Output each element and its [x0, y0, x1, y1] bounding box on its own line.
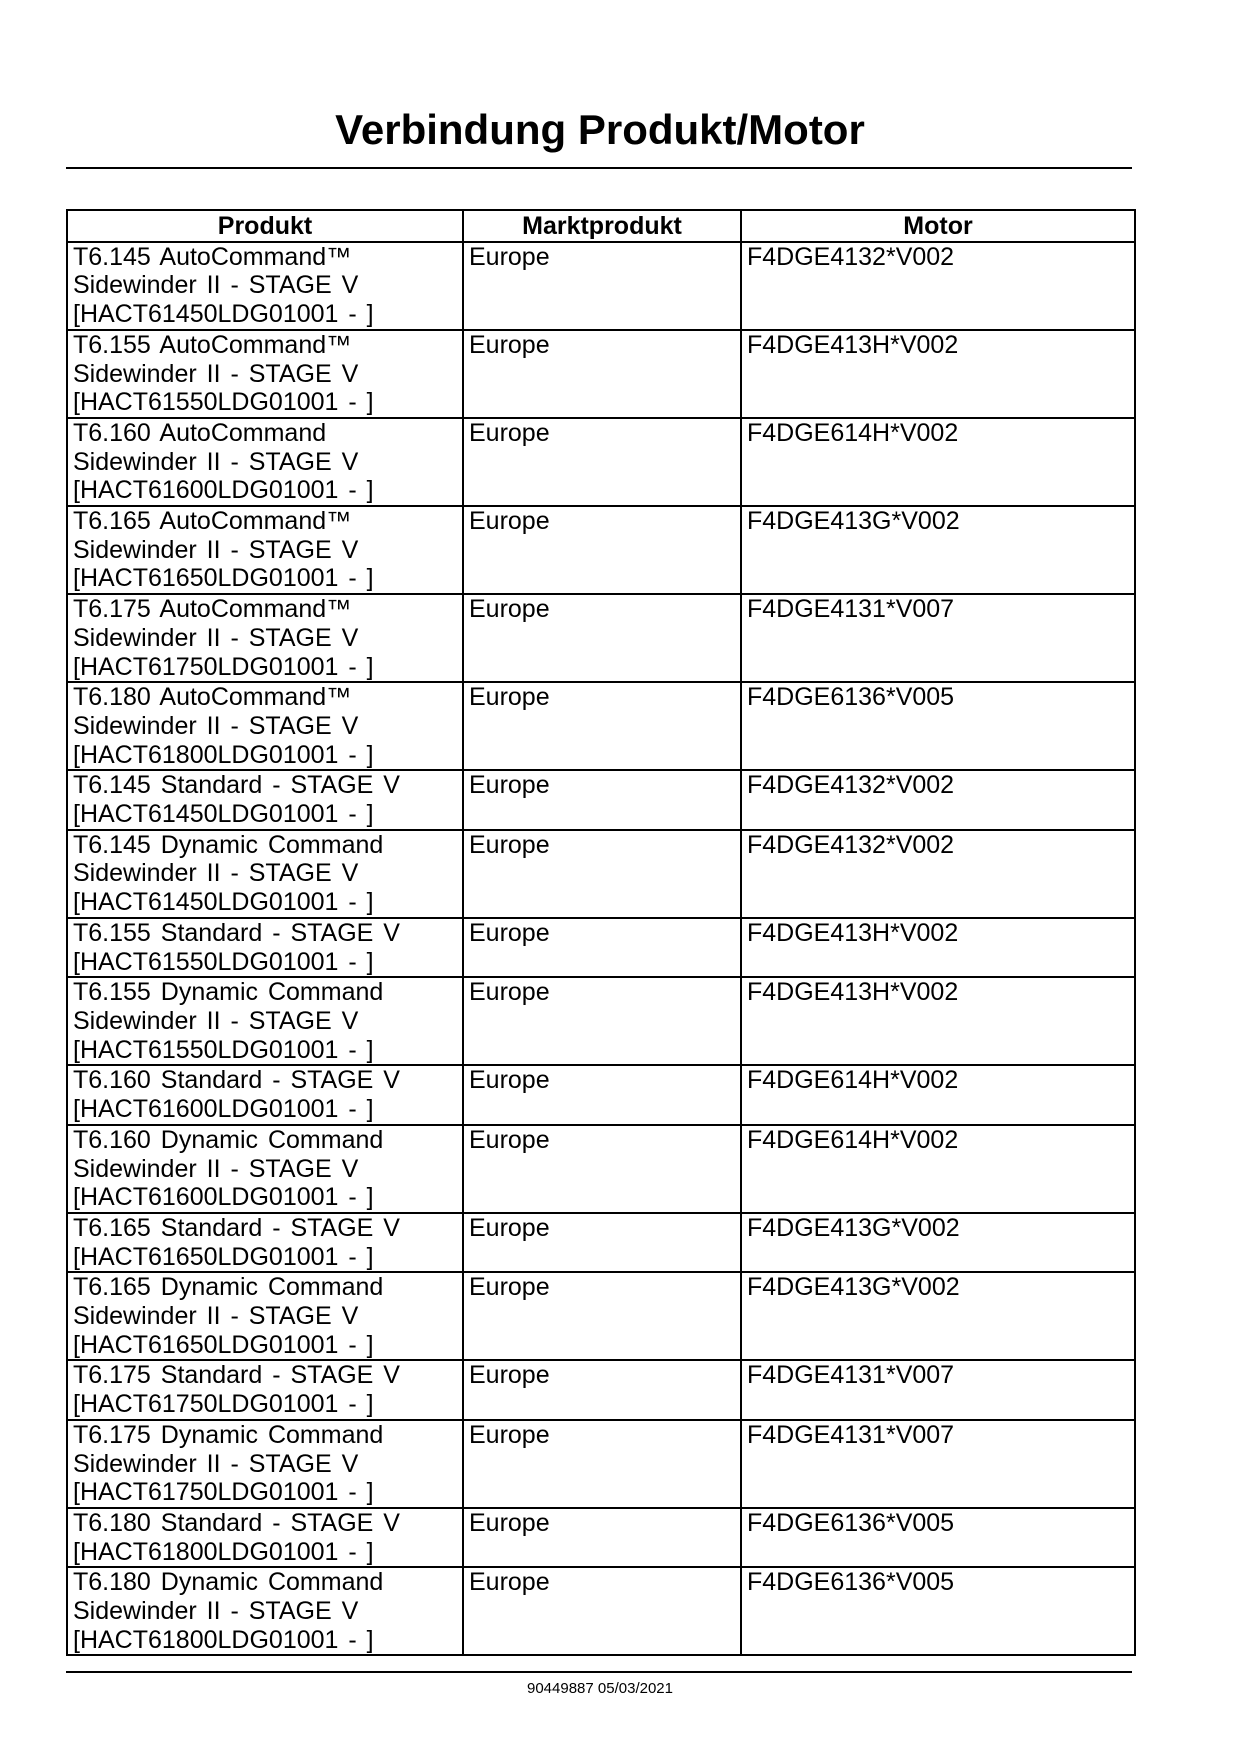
produkt-line: Sidewinder II - STAGE V [73, 1302, 359, 1331]
table-row [67, 418, 1135, 506]
produkt-cell [67, 594, 463, 682]
produkt-line: T6.160 AutoCommand [73, 418, 327, 447]
table-row [67, 977, 1135, 1065]
table-row [67, 1213, 1135, 1272]
produkt-cell [67, 242, 463, 330]
table-header-row [67, 210, 1135, 242]
table-row [67, 918, 1135, 977]
produkt-line: T6.145 AutoCommand™ [73, 242, 352, 271]
marktprodukt-cell: Europe [463, 242, 741, 330]
motor-cell: F4DGE413G*V002 [741, 1272, 1135, 1360]
produkt-line: Sidewinder II - STAGE V [73, 447, 359, 476]
document-reference: 90449887 05/03/2021 [527, 1680, 673, 1697]
product-engine-table [66, 209, 1136, 1656]
table-row [67, 1508, 1135, 1567]
produkt-line: T6.175 Standard - STAGE V [73, 1361, 400, 1390]
produkt-line: [HACT61450LDG01001 - ] [73, 800, 374, 829]
title-divider [66, 167, 1132, 169]
table-row [67, 1065, 1135, 1124]
product-engine-table-container [66, 209, 1134, 1656]
produkt-line: [HACT61650LDG01001 - ] [73, 564, 374, 593]
motor-cell: F4DGE413H*V002 [741, 330, 1135, 418]
page-title: Verbindung Produkt/Motor [335, 106, 865, 153]
marktprodukt-cell: Europe [463, 1360, 741, 1419]
table-row [67, 1420, 1135, 1508]
marktprodukt-cell: Europe [463, 1213, 741, 1272]
table-row [67, 594, 1135, 682]
table-row [67, 1272, 1135, 1360]
produkt-line: Sidewinder II - STAGE V [73, 859, 359, 888]
produkt-line: Sidewinder II - STAGE V [73, 711, 359, 740]
motor-cell: F4DGE4131*V007 [741, 1360, 1135, 1419]
produkt-line: Sidewinder II - STAGE V [73, 1449, 359, 1478]
produkt-line: Sidewinder II - STAGE V [73, 1154, 359, 1183]
marktprodukt-cell: Europe [463, 1272, 741, 1360]
produkt-line: [HACT61750LDG01001 - ] [73, 1390, 374, 1419]
marktprodukt-cell: Europe [463, 1065, 741, 1124]
table-row [67, 1360, 1135, 1419]
produkt-line: [HACT61650LDG01001 - ] [73, 1242, 374, 1271]
produkt-cell [67, 1360, 463, 1419]
produkt-cell [67, 977, 463, 1065]
motor-cell: F4DGE6136*V005 [741, 1567, 1135, 1655]
produkt-line: [HACT61750LDG01001 - ] [73, 1478, 374, 1507]
produkt-cell [67, 682, 463, 770]
marktprodukt-cell: Europe [463, 1420, 741, 1508]
produkt-line: [HACT61800LDG01001 - ] [73, 740, 374, 769]
produkt-line: [HACT61800LDG01001 - ] [73, 1625, 374, 1654]
produkt-cell [67, 1125, 463, 1213]
column-header-marktprodukt: Marktprodukt [463, 210, 741, 242]
table-row [67, 1567, 1135, 1655]
produkt-line: T6.160 Standard - STAGE V [73, 1066, 400, 1095]
marktprodukt-cell: Europe [463, 594, 741, 682]
marktprodukt-cell: Europe [463, 330, 741, 418]
produkt-line: T6.180 Dynamic Command [73, 1568, 384, 1597]
produkt-line: Sidewinder II - STAGE V [73, 359, 359, 388]
motor-cell: F4DGE4132*V002 [741, 242, 1135, 330]
produkt-line: [HACT61600LDG01001 - ] [73, 1183, 374, 1212]
produkt-cell [67, 918, 463, 977]
motor-cell: F4DGE4131*V007 [741, 594, 1135, 682]
motor-cell: F4DGE614H*V002 [741, 418, 1135, 506]
produkt-line: T6.165 Dynamic Command [73, 1273, 384, 1302]
motor-cell: F4DGE413G*V002 [741, 1213, 1135, 1272]
produkt-cell [67, 830, 463, 918]
produkt-line: Sidewinder II - STAGE V [73, 1597, 359, 1626]
produkt-cell [67, 1567, 463, 1655]
produkt-line: T6.175 AutoCommand™ [73, 595, 352, 624]
produkt-line: [HACT61800LDG01001 - ] [73, 1537, 374, 1566]
produkt-line: [HACT61550LDG01001 - ] [73, 1035, 374, 1064]
produkt-line: Sidewinder II - STAGE V [73, 271, 359, 300]
produkt-line: Sidewinder II - STAGE V [73, 535, 359, 564]
produkt-line: [HACT61750LDG01001 - ] [73, 652, 374, 681]
marktprodukt-cell: Europe [463, 682, 741, 770]
motor-cell: F4DGE413G*V002 [741, 506, 1135, 594]
produkt-line: [HACT61450LDG01001 - ] [73, 300, 374, 329]
marktprodukt-cell: Europe [463, 418, 741, 506]
marktprodukt-cell: Europe [463, 1508, 741, 1567]
table-row [67, 1125, 1135, 1213]
marktprodukt-cell: Europe [463, 918, 741, 977]
motor-cell: F4DGE4131*V007 [741, 1420, 1135, 1508]
produkt-line: T6.155 Dynamic Command [73, 978, 384, 1007]
produkt-cell [67, 1213, 463, 1272]
marktprodukt-cell: Europe [463, 770, 741, 829]
table-row [67, 242, 1135, 330]
motor-cell: F4DGE614H*V002 [741, 1125, 1135, 1213]
motor-cell: F4DGE6136*V005 [741, 1508, 1135, 1567]
footer-divider [66, 1671, 1132, 1673]
produkt-line: T6.145 Standard - STAGE V [73, 771, 400, 800]
marktprodukt-cell: Europe [463, 1567, 741, 1655]
produkt-line: Sidewinder II - STAGE V [73, 623, 359, 652]
produkt-line: [HACT61650LDG01001 - ] [73, 1330, 374, 1359]
produkt-cell [67, 770, 463, 829]
marktprodukt-cell: Europe [463, 977, 741, 1065]
produkt-cell [67, 330, 463, 418]
produkt-line: [HACT61450LDG01001 - ] [73, 888, 374, 917]
produkt-cell [67, 506, 463, 594]
produkt-line: T6.180 Standard - STAGE V [73, 1508, 400, 1537]
table-row [67, 682, 1135, 770]
motor-cell: F4DGE614H*V002 [741, 1065, 1135, 1124]
motor-cell: F4DGE4132*V002 [741, 770, 1135, 829]
table-row [67, 506, 1135, 594]
produkt-line: T6.180 AutoCommand™ [73, 683, 352, 712]
produkt-line: [HACT61550LDG01001 - ] [73, 388, 374, 417]
motor-cell: F4DGE413H*V002 [741, 977, 1135, 1065]
motor-cell: F4DGE4132*V002 [741, 830, 1135, 918]
table-body [67, 242, 1135, 1656]
column-header-produkt: Produkt [67, 210, 463, 242]
produkt-line: T6.160 Dynamic Command [73, 1125, 384, 1154]
produkt-cell [67, 1508, 463, 1567]
produkt-line: [HACT61600LDG01001 - ] [73, 476, 374, 505]
column-header-motor: Motor [741, 210, 1135, 242]
produkt-line: T6.145 Dynamic Command [73, 830, 384, 859]
produkt-cell [67, 418, 463, 506]
table-row [67, 770, 1135, 829]
produkt-line: T6.165 Standard - STAGE V [73, 1213, 400, 1242]
table-row [67, 330, 1135, 418]
motor-cell: F4DGE6136*V005 [741, 682, 1135, 770]
motor-cell: F4DGE413H*V002 [741, 918, 1135, 977]
produkt-line: T6.175 Dynamic Command [73, 1420, 384, 1449]
produkt-line: [HACT61550LDG01001 - ] [73, 947, 374, 976]
table-row [67, 830, 1135, 918]
produkt-line: T6.155 AutoCommand™ [73, 330, 352, 359]
produkt-line: Sidewinder II - STAGE V [73, 1006, 359, 1035]
produkt-line: T6.165 AutoCommand™ [73, 507, 352, 536]
produkt-line: T6.155 Standard - STAGE V [73, 918, 400, 947]
marktprodukt-cell: Europe [463, 1125, 741, 1213]
marktprodukt-cell: Europe [463, 830, 741, 918]
produkt-cell [67, 1272, 463, 1360]
produkt-cell [67, 1420, 463, 1508]
produkt-cell [67, 1065, 463, 1124]
marktprodukt-cell: Europe [463, 506, 741, 594]
produkt-line: [HACT61600LDG01001 - ] [73, 1095, 374, 1124]
